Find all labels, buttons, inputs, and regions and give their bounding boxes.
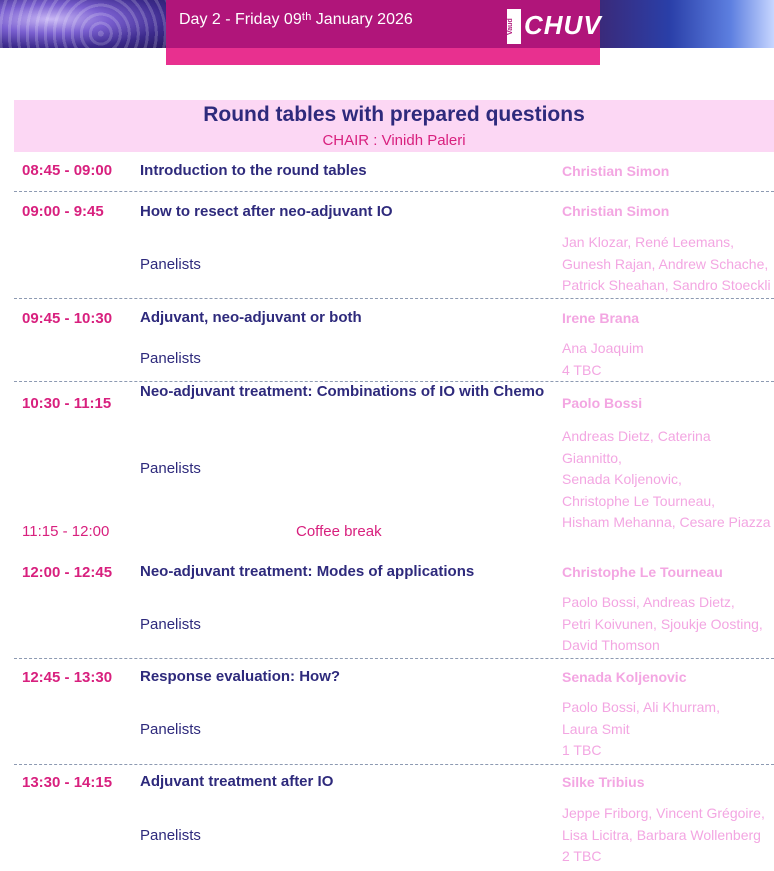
session-title: Round tables with prepared questions xyxy=(203,103,585,126)
row-time: 12:00 - 12:45 xyxy=(22,564,113,581)
header-image-left xyxy=(0,0,168,48)
panelists-label: Panelists xyxy=(140,350,201,367)
row-topic: Introduction to the round tables xyxy=(140,162,367,179)
session-chair: CHAIR : Vinidh Paleri xyxy=(322,132,466,149)
logo-side-text: Vaud xyxy=(507,9,521,44)
row-time: 12:45 - 13:30 xyxy=(22,669,113,686)
row-topic: How to resect after neo-adjuvant IO xyxy=(140,203,393,220)
row-speaker: Christian Simon xyxy=(562,203,670,219)
panelists-label: Panelists xyxy=(140,721,201,738)
row-topic: Adjuvant treatment after IO xyxy=(140,773,334,790)
header-accent-strip xyxy=(166,48,600,65)
row-topic: Response evaluation: How? xyxy=(140,668,341,685)
row-divider xyxy=(14,764,774,765)
row-divider xyxy=(14,658,774,659)
panelists-label: Panelists xyxy=(140,827,201,844)
panelists-list: Jan Klozar, René Leemans, Gunesh Rajan, Andrew Schache, Patrick Sheahan, Sandro Stoeckli xyxy=(562,234,771,293)
row-topic: Neo-adjuvant treatment: Modes of applications xyxy=(140,563,475,580)
panelists-list: Ana Joaquim 4 TBC xyxy=(562,340,644,378)
row-time: 08:45 - 09:00 xyxy=(22,162,113,179)
row-topic: Neo-adjuvant treatment: Combinations of IO with Chemo xyxy=(140,383,545,400)
row-time: 09:00 - 9:45 xyxy=(22,203,104,220)
row-speaker: Senada Koljenovic xyxy=(562,669,687,685)
row-topic: Adjuvant, neo-adjuvant or both xyxy=(140,309,362,326)
panelists-label: Panelists xyxy=(140,616,201,633)
panelists-label: Panelists xyxy=(140,256,201,273)
row-speaker: Christian Simon xyxy=(562,163,670,179)
row-time: 09:45 - 10:30 xyxy=(22,310,113,327)
coffee-break-time: 11:15 - 12:00 xyxy=(22,523,110,540)
row-speaker: Irene Brana xyxy=(562,310,640,326)
panelists-list: Jeppe Friborg, Vincent Grégoire, Lisa Licitra, Barbara Wollenberg 2 TBC xyxy=(562,805,765,864)
header-image-right xyxy=(600,0,774,48)
row-time: 13:30 - 14:15 xyxy=(22,774,113,791)
row-speaker: Christophe Le Tourneau xyxy=(562,564,723,580)
day-title: Day 2 - Friday 09ᵗʰ January 2026 xyxy=(179,11,413,28)
coffee-break-label: Coffee break xyxy=(296,523,382,540)
row-speaker: Silke Tribius xyxy=(562,774,645,790)
row-time: 10:30 - 11:15 xyxy=(22,395,112,412)
row-divider xyxy=(14,298,774,299)
panelists-label: Panelists xyxy=(140,460,201,477)
chuv-logo xyxy=(507,9,602,44)
panelists-list: Andreas Dietz, Caterina Giannitto, Senada Koljenovic, Christophe Le Tourneau, Hisham Mehanna, Cesare Piazza xyxy=(562,428,771,530)
row-speaker: Paolo Bossi xyxy=(562,395,643,411)
panelists-list: Paolo Bossi, Andreas Dietz, Petri Koivunen, Sjoukje Oosting, David Thomson xyxy=(562,594,763,653)
row-divider xyxy=(14,191,774,192)
panelists-list: Paolo Bossi, Ali Khurram, Laura Smit 1 TBC xyxy=(562,699,720,758)
logo-main-text: CHUV xyxy=(524,10,602,40)
